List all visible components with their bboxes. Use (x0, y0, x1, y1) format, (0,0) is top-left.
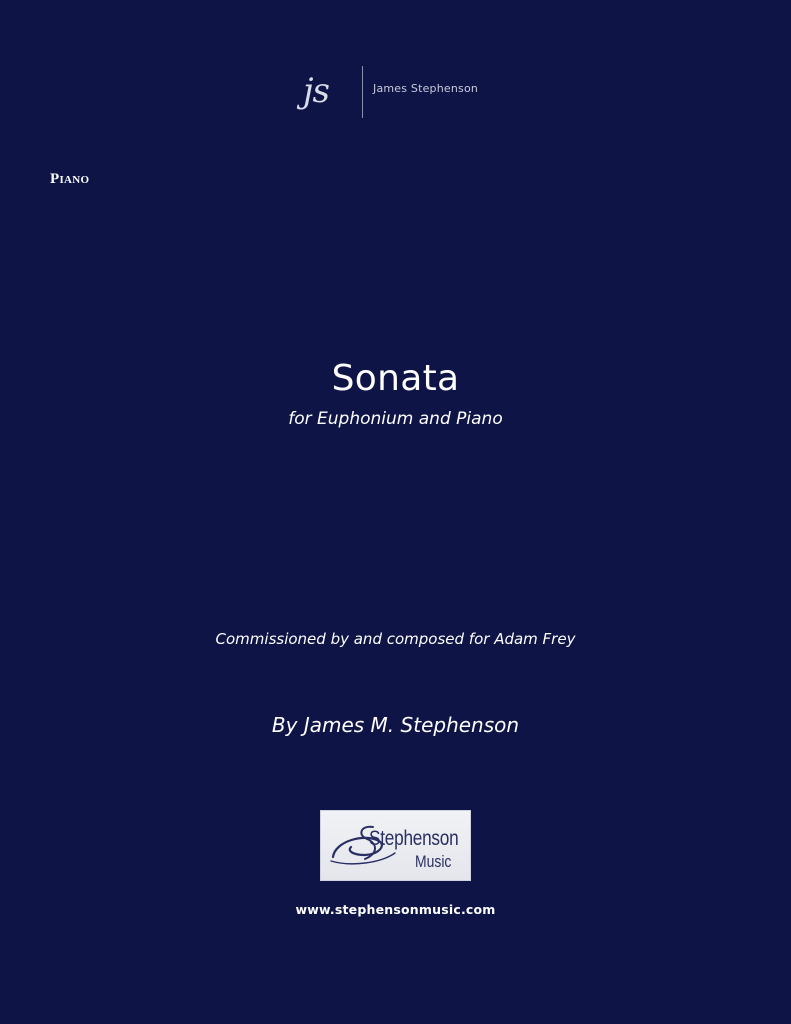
logo-divider (362, 66, 363, 118)
page-subtitle: for Euphonium and Piano (288, 409, 503, 429)
composer-logo (0, 66, 791, 122)
publisher-logo-line1: Stephenson (369, 827, 459, 850)
publisher-logo (320, 810, 471, 881)
website-url: www.stephensonmusic.com (295, 902, 496, 917)
composer-logo-name: James Stephenson (373, 82, 479, 95)
page-title: Sonata (331, 358, 460, 399)
composer-monogram: js (303, 71, 329, 111)
publisher-logo-line2: Music (415, 852, 452, 871)
commission-note: Commissioned by and composed for Adam Frey (215, 630, 576, 648)
part-label: Piano (50, 171, 90, 187)
composer-credit: By James M. Stephenson (271, 713, 520, 737)
